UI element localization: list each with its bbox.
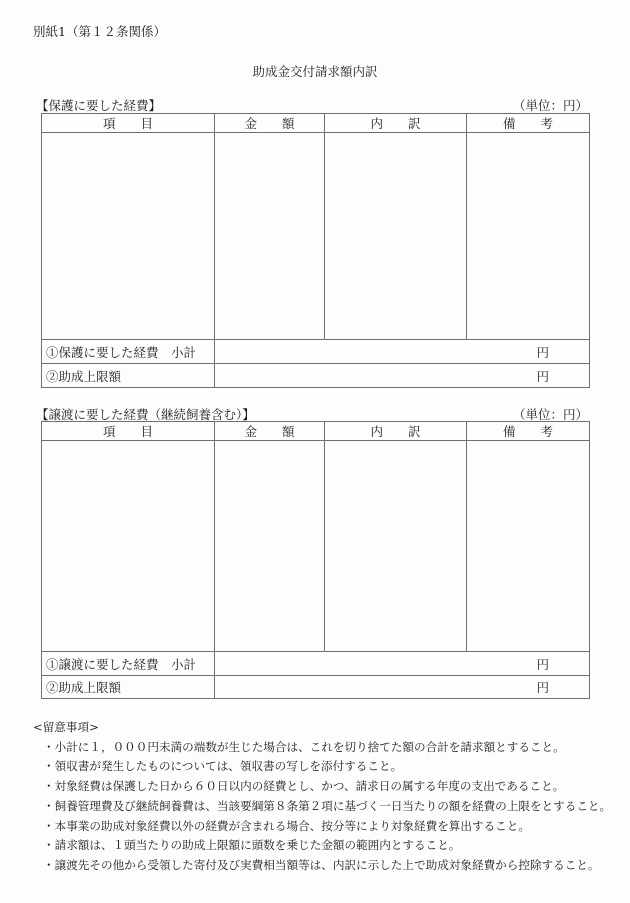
section2-body-row (42, 441, 590, 652)
section2-title: 【譲渡に要した経費（継続飼養含む）】 (36, 407, 255, 422)
section2-subtotal-value[interactable]: 円 (215, 652, 590, 676)
section2-breakdown-cell[interactable] (325, 441, 467, 652)
section1-subtotal-label: ①保護に要した経費 小計 (42, 340, 215, 364)
section1-remarks-cell[interactable] (467, 133, 590, 340)
note-item: ・対象経費は保護した日から６０日以内の経費とし、かつ、請求日の属する年度の支出であること。 (43, 779, 565, 794)
col-header-amount: 金 額 (215, 114, 325, 133)
section2-limit-value[interactable]: 円 (215, 676, 590, 699)
section1-unit: （単位：円） (512, 98, 588, 113)
col-header-breakdown: 内 訳 (325, 114, 467, 133)
section1-table (41, 113, 590, 388)
section2-limit-row (42, 676, 590, 699)
notes-heading: <留意事項> (33, 720, 99, 734)
section2-subtotal-row (42, 652, 590, 676)
col-header-remarks: 備 考 (467, 114, 590, 133)
note-item: ・本事業の助成対象経費以外の経費が含まれる場合、按分等により対象経費を算出すること。 (43, 818, 530, 833)
section1-body-row (42, 133, 590, 340)
section1-header-row (42, 114, 590, 133)
note-item: ・領収書が発生したものについては、領収書の写しを添付すること。 (43, 759, 403, 774)
section2-item-cell[interactable] (42, 441, 215, 652)
section1-subtotal-row (42, 340, 590, 364)
notes-section (33, 718, 611, 876)
note-item: ・請求額は、１頭当たりの助成上限額に頭数を乗じた金額の範囲内とすること。 (43, 838, 461, 853)
section2-subtotal-label: ①譲渡に要した経費 小計 (42, 652, 215, 676)
section2-table (41, 421, 590, 699)
section1-amount-cell[interactable] (215, 133, 325, 340)
col-header-item: 項 目 (42, 422, 215, 441)
section2-remarks-cell[interactable] (467, 441, 590, 652)
note-item: ・飼養管理費及び継続飼養費は、当該要綱第８条第２項に基づく一日当たりの額を経費の上限をとすること。 (43, 798, 612, 813)
col-header-item: 項 目 (42, 114, 215, 133)
section1-title: 【保護に要した経費】 (36, 98, 162, 113)
section1-limit-label: ②助成上限額 (42, 364, 215, 388)
section1-limit-value[interactable]: 円 (215, 364, 590, 388)
section2-unit: （単位：円） (512, 407, 588, 422)
section2-limit-label: ②助成上限額 (42, 676, 215, 699)
section2-amount-cell[interactable] (215, 441, 325, 652)
col-header-amount: 金 額 (215, 422, 325, 441)
note-item: ・小計に１，０００円未満の端数が生じた場合は、これを切り捨てた額の合計を請求額とすること。 (43, 739, 565, 754)
appendix-label: 別紙1（第１２条関係） (33, 24, 166, 39)
section1-breakdown-cell[interactable] (325, 133, 467, 340)
col-header-remarks: 備 考 (467, 422, 590, 441)
document-title: 助成金交付請求額内訳 (252, 64, 378, 79)
section1-item-cell[interactable] (42, 133, 215, 340)
col-header-breakdown: 内 訳 (325, 422, 467, 441)
section2-header-row (42, 422, 590, 441)
section1-limit-row (42, 364, 590, 388)
note-item: ・譲渡先その他から受領した寄付及び実費相当額等は、内訳に示した上で助成対象経費から控除すること。 (43, 857, 600, 872)
section1-subtotal-value[interactable]: 円 (215, 340, 590, 364)
